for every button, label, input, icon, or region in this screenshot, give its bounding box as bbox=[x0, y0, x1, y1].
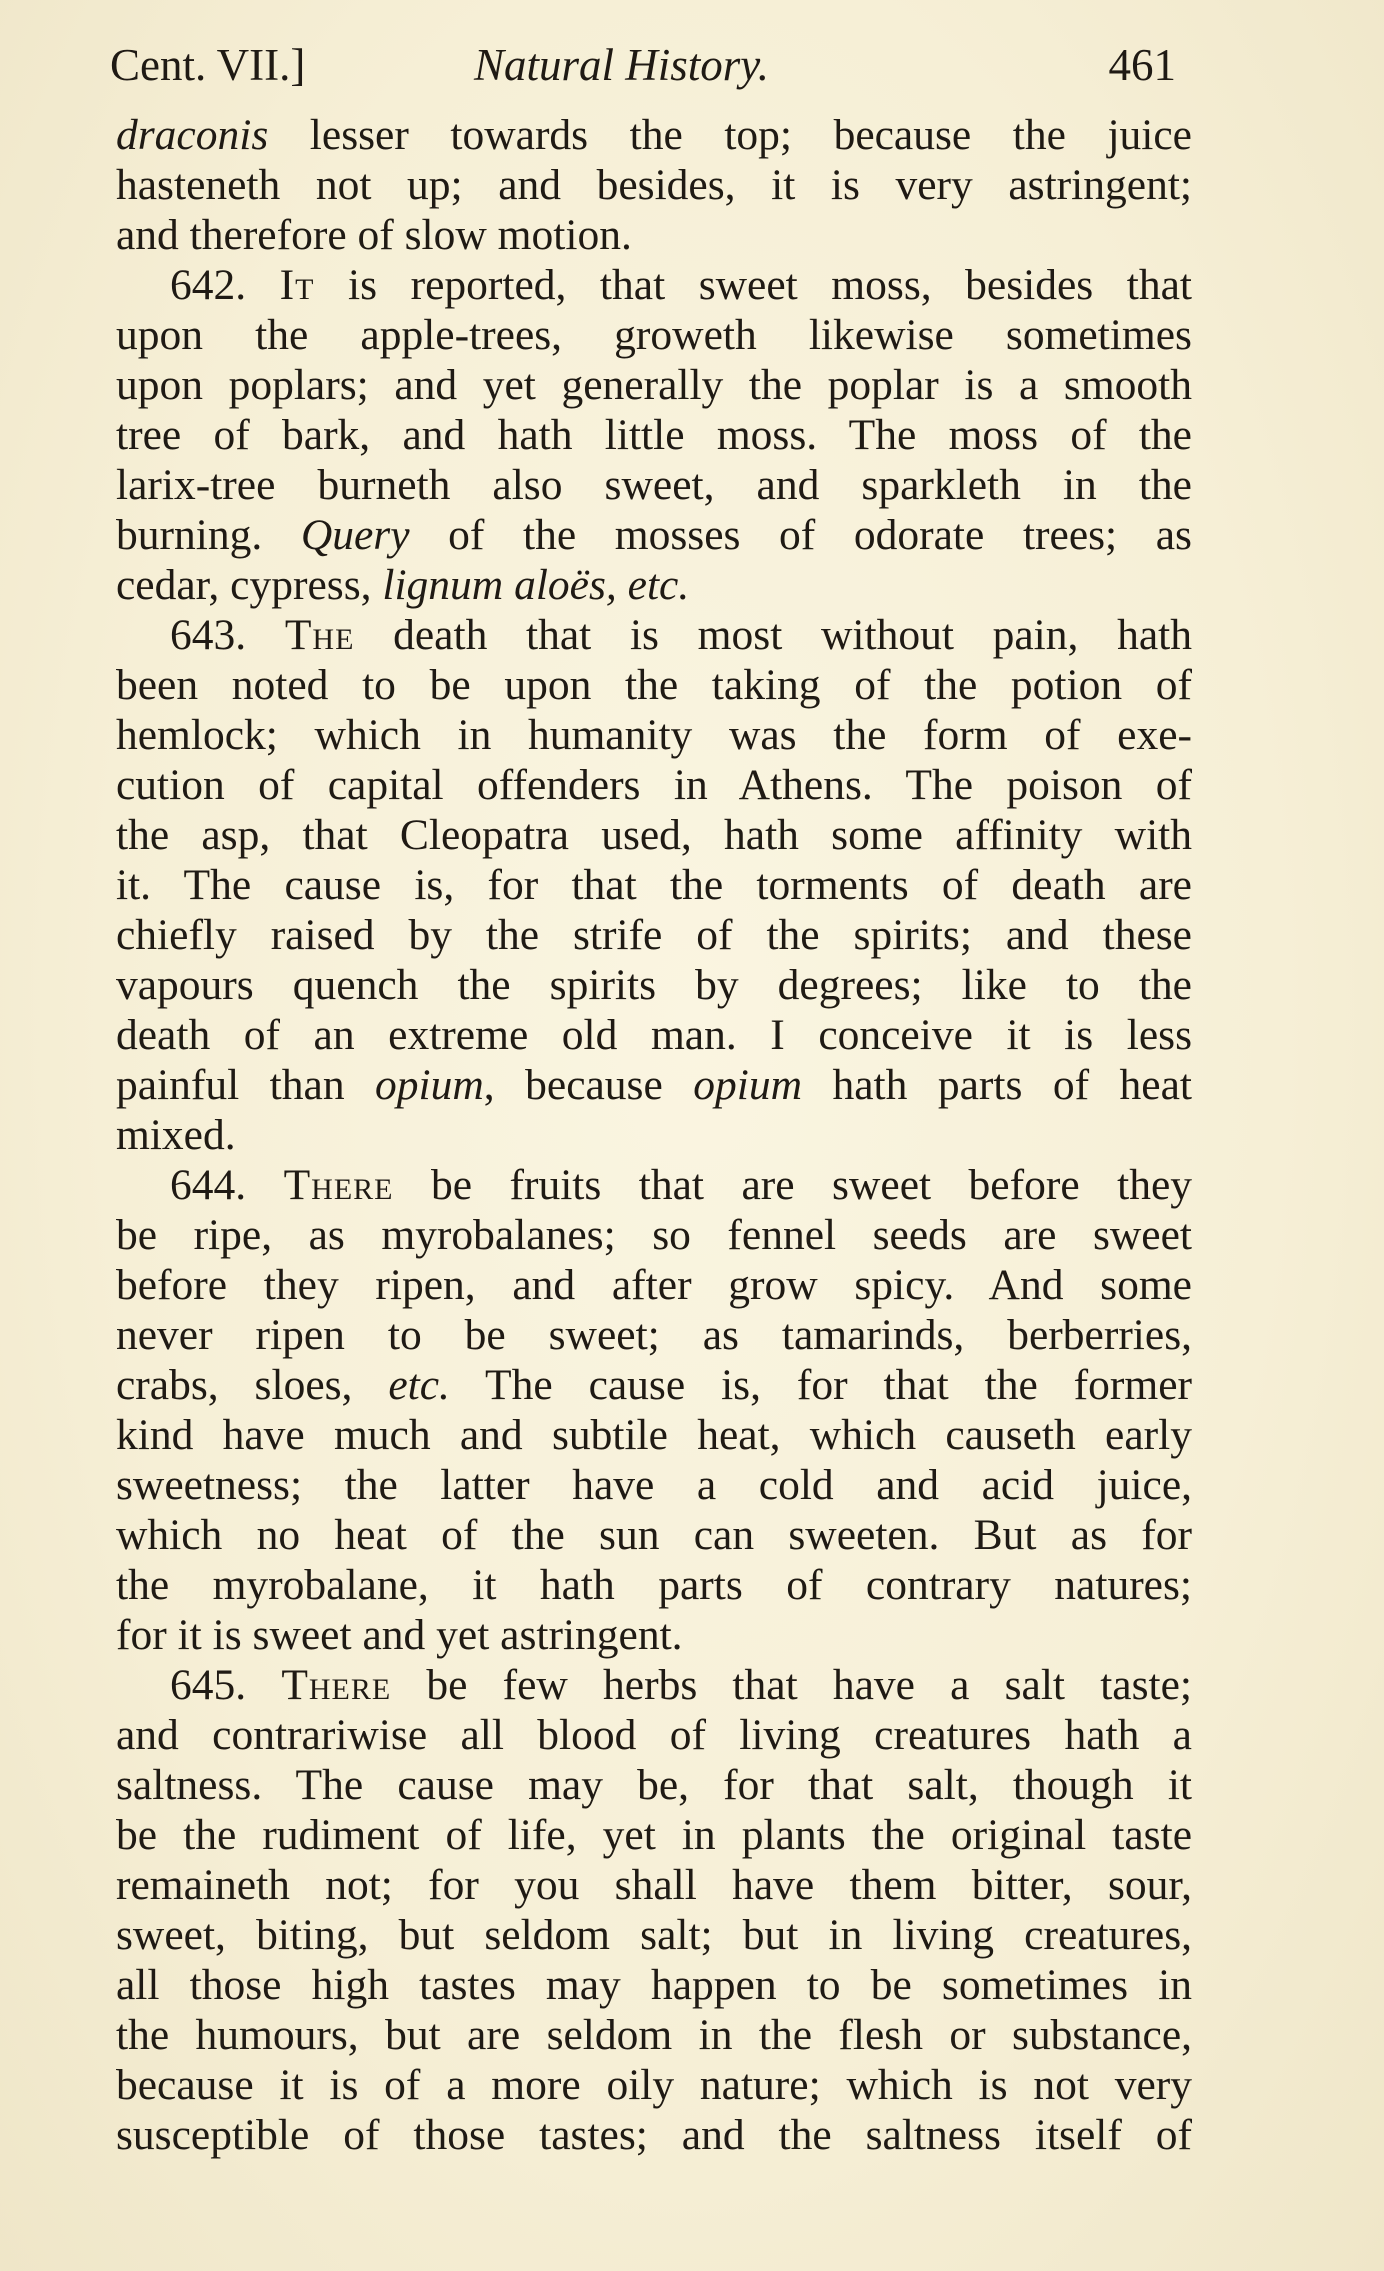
text-segment: susceptible of those tastes; and the saltness itself of bbox=[116, 2111, 1192, 2159]
text-line bbox=[116, 860, 1192, 910]
text-segment: upon the apple-trees, groweth likewise sometimes bbox=[116, 311, 1192, 359]
text-line bbox=[116, 1410, 1192, 1460]
text-segment: vapours quench the spirits by degrees; like to the bbox=[116, 961, 1192, 1009]
text-segment: 644. bbox=[170, 1161, 284, 1209]
text-line bbox=[116, 560, 1192, 610]
text-line bbox=[116, 1210, 1192, 1260]
text-line bbox=[116, 1660, 1192, 1710]
text-segment: of the mosses of odorate trees; as bbox=[409, 511, 1192, 559]
text-line bbox=[116, 510, 1192, 560]
text-line bbox=[116, 2060, 1192, 2110]
text-line bbox=[116, 110, 1192, 160]
text-line bbox=[116, 1860, 1192, 1910]
text-segment: hasteneth not up; and besides, it is very astringent; bbox=[116, 161, 1192, 209]
italic-text: lignum aloës, etc. bbox=[382, 561, 690, 609]
text-segment: 642. bbox=[170, 261, 280, 309]
italic-text: etc. bbox=[388, 1361, 450, 1409]
text-segment: it. The cause is, for that the torments of death are bbox=[116, 861, 1192, 909]
text-line bbox=[116, 2110, 1192, 2160]
text-segment: be fruits that are sweet before they bbox=[393, 1161, 1192, 1209]
text-line bbox=[116, 460, 1192, 510]
text-line bbox=[116, 1060, 1192, 1110]
text-line bbox=[116, 1760, 1192, 1810]
text-line bbox=[116, 1910, 1192, 1960]
text-line bbox=[116, 1710, 1192, 1760]
text-segment: all those high tastes may happen to be sometimes in bbox=[116, 1961, 1192, 2009]
text-line bbox=[116, 1360, 1192, 1410]
text-segment: be the rudiment of life, yet in plants the original taste bbox=[116, 1811, 1192, 1859]
text-line bbox=[116, 260, 1192, 310]
text-segment: crabs, sloes, bbox=[116, 1361, 389, 1409]
small-caps-text: There bbox=[281, 1661, 392, 1709]
italic-text: opium bbox=[375, 1061, 484, 1109]
body-text bbox=[116, 110, 1192, 2160]
text-segment: the humours, but are seldom in the flesh or substance, bbox=[116, 2011, 1192, 2059]
text-segment: lesser towards the top; because the juice bbox=[268, 111, 1192, 159]
text-segment: 643. bbox=[170, 611, 285, 659]
text-line bbox=[116, 810, 1192, 860]
text-segment: for it is sweet and yet astringent. bbox=[116, 1611, 683, 1659]
text-segment: tree of bark, and hath little moss. The moss of the bbox=[116, 411, 1192, 459]
text-line bbox=[116, 1510, 1192, 1560]
text-line bbox=[116, 160, 1192, 210]
text-line bbox=[116, 1110, 1192, 1160]
text-line bbox=[116, 960, 1192, 1010]
text-segment: saltness. The cause may be, for that salt, though it bbox=[116, 1761, 1192, 1809]
text-segment: hemlock; which in humanity was the form of exe- bbox=[116, 711, 1192, 759]
text-segment: been noted to be upon the taking of the potion of bbox=[116, 661, 1192, 709]
text-segment: because it is of a more oily nature; which is not very bbox=[116, 2061, 1192, 2109]
text-segment: is reported, that sweet moss, besides that bbox=[314, 261, 1192, 309]
small-caps-text: The bbox=[284, 611, 355, 659]
small-caps-text: There bbox=[283, 1161, 394, 1209]
text-segment: upon poplars; and yet generally the poplar is a smooth bbox=[116, 361, 1192, 409]
text-segment: death of an extreme old man. I conceive it is less bbox=[116, 1011, 1192, 1059]
text-line bbox=[116, 1960, 1192, 2010]
text-segment: cedar, cypress, bbox=[116, 561, 383, 609]
text-segment: and therefore of slow motion. bbox=[116, 211, 632, 259]
page-number: 461 bbox=[1108, 40, 1176, 90]
text-segment: never ripen to be sweet; as tamarinds, berberries, bbox=[116, 1311, 1192, 1359]
text-line bbox=[116, 1310, 1192, 1360]
text-line bbox=[116, 910, 1192, 960]
text-segment: mixed. bbox=[116, 1111, 236, 1159]
text-segment: sweetness; the latter have a cold and acid juice, bbox=[116, 1461, 1192, 1509]
text-line bbox=[116, 310, 1192, 360]
italic-text: Query bbox=[300, 511, 410, 559]
text-segment: painful than bbox=[116, 1061, 376, 1109]
text-segment: , because bbox=[483, 1061, 694, 1109]
small-caps-text: It bbox=[279, 261, 315, 309]
text-segment: and contrariwise all blood of living creatures hath a bbox=[116, 1711, 1192, 1759]
text-line bbox=[116, 1160, 1192, 1210]
text-line bbox=[116, 210, 1192, 260]
text-segment: larix-tree burneth also sweet, and sparkleth in the bbox=[116, 461, 1192, 509]
text-line bbox=[116, 410, 1192, 460]
text-segment: which no heat of the sun can sweeten. But as for bbox=[116, 1511, 1192, 1559]
text-segment: the myrobalane, it hath parts of contrary natures; bbox=[116, 1561, 1192, 1609]
text-line bbox=[116, 1460, 1192, 1510]
italic-text: opium bbox=[693, 1061, 803, 1109]
text-segment: cution of capital offenders in Athens. The poison of bbox=[116, 761, 1192, 809]
text-line bbox=[116, 1810, 1192, 1860]
text-line bbox=[116, 760, 1192, 810]
book-title: Natural History. bbox=[474, 40, 770, 90]
text-segment: the asp, that Cleopatra used, hath some affinity with bbox=[116, 811, 1192, 859]
text-segment: remaineth not; for you shall have them bitter, sour, bbox=[116, 1861, 1192, 1909]
text-line bbox=[116, 1610, 1192, 1660]
text-line bbox=[116, 660, 1192, 710]
text-segment: death that is most without pain, hath bbox=[354, 611, 1192, 659]
text-segment: burning. bbox=[116, 511, 301, 559]
text-segment: 645. bbox=[170, 1661, 282, 1709]
text-line bbox=[116, 360, 1192, 410]
running-head bbox=[110, 30, 1180, 100]
section-label: Cent. VII.] bbox=[110, 40, 306, 90]
text-segment: The cause is, for that the former bbox=[449, 1361, 1193, 1409]
text-segment: kind have much and subtile heat, which causeth early bbox=[116, 1411, 1192, 1459]
text-segment: chiefly raised by the strife of the spirits; and these bbox=[116, 911, 1192, 959]
text-line bbox=[116, 1260, 1192, 1310]
text-segment: sweet, biting, but seldom salt; but in living creatures, bbox=[116, 1911, 1192, 1959]
text-line bbox=[116, 710, 1192, 760]
text-line bbox=[116, 2010, 1192, 2060]
italic-text: draconis bbox=[116, 111, 269, 159]
text-segment: before they ripen, and after grow spicy. And some bbox=[116, 1261, 1192, 1309]
text-segment: hath parts of heat bbox=[802, 1061, 1193, 1109]
text-segment: be ripe, as myrobalanes; so fennel seeds are sweet bbox=[116, 1211, 1192, 1259]
text-segment: be few herbs that have a salt taste; bbox=[391, 1661, 1192, 1709]
text-line bbox=[116, 1010, 1192, 1060]
text-line bbox=[116, 610, 1192, 660]
text-line bbox=[116, 1560, 1192, 1610]
